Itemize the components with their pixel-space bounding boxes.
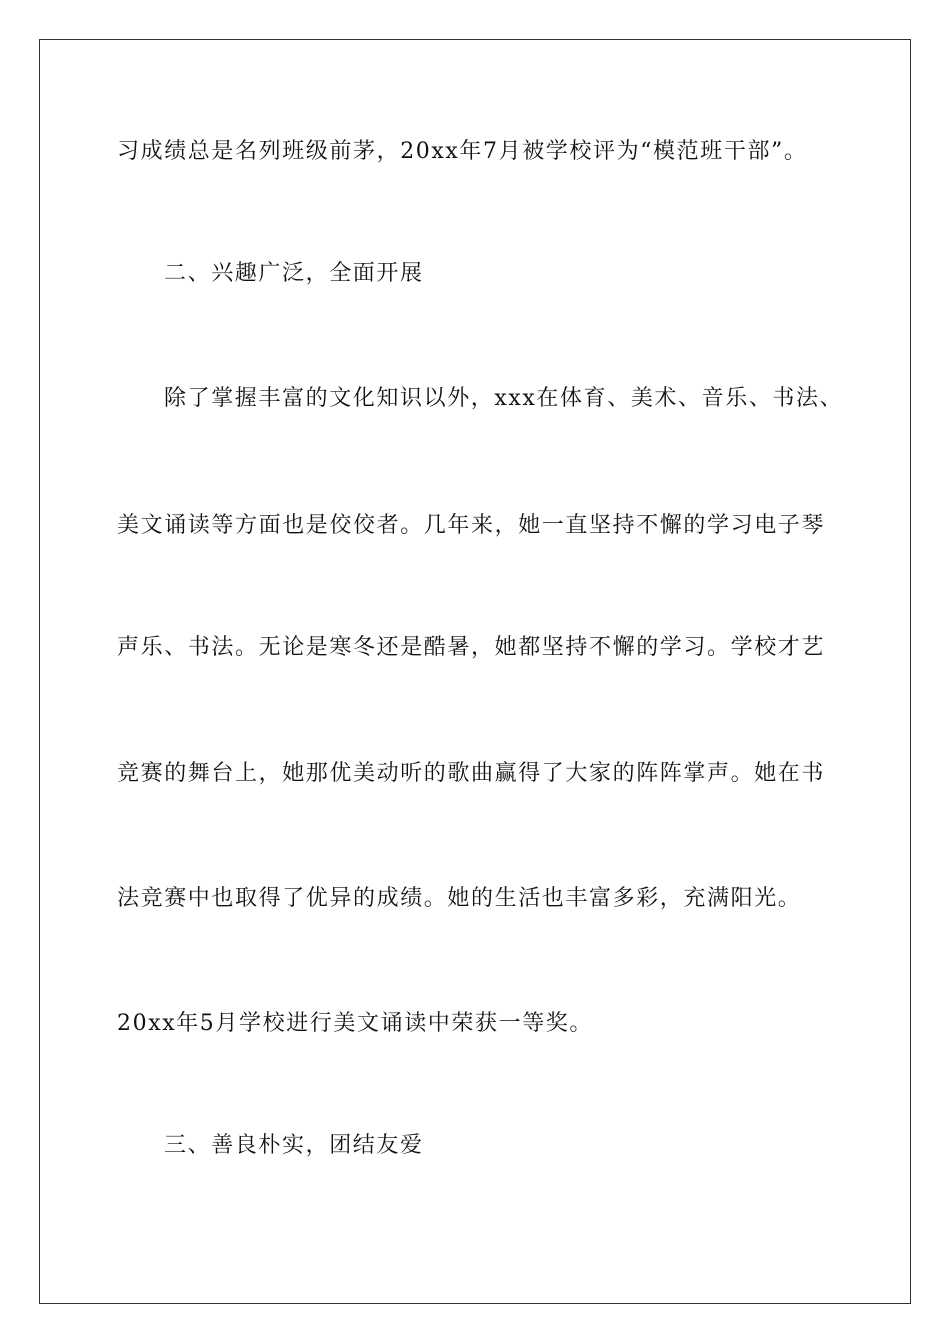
paragraph-line-2: 除了掌握丰富的文化知识以外，xxx在体育、美术、音乐、书法、 bbox=[164, 386, 844, 411]
paragraph-line-5: 竞赛的舞台上，她那优美动听的歌曲赢得了大家的阵阵掌声。她在书 bbox=[117, 761, 826, 786]
paragraph-line-6: 法竞赛中也取得了优异的成绩。她的生活也丰富多彩，充满阳光。 bbox=[117, 886, 802, 911]
paragraph-line-1: 习成绩总是名列班级前茅，20xx年7月被学校评为“模范班干部”。 bbox=[117, 139, 808, 164]
paragraph-line-3: 美文诵读等方面也是佼佼者。几年来，她一直坚持不懈的学习电子琴 bbox=[117, 513, 826, 538]
section-heading-3: 三、善良朴实，团结友爱 bbox=[164, 1133, 424, 1158]
section-heading-2: 二、兴趣广泛，全面开展 bbox=[164, 261, 424, 286]
paragraph-line-7: 20xx年5月学校进行美文诵读中荣获一等奖。 bbox=[117, 1011, 594, 1036]
page-border bbox=[39, 39, 911, 1304]
paragraph-line-4: 声乐、书法。无论是寒冬还是酷暑，她都坚持不懈的学习。学校才艺 bbox=[117, 635, 826, 660]
